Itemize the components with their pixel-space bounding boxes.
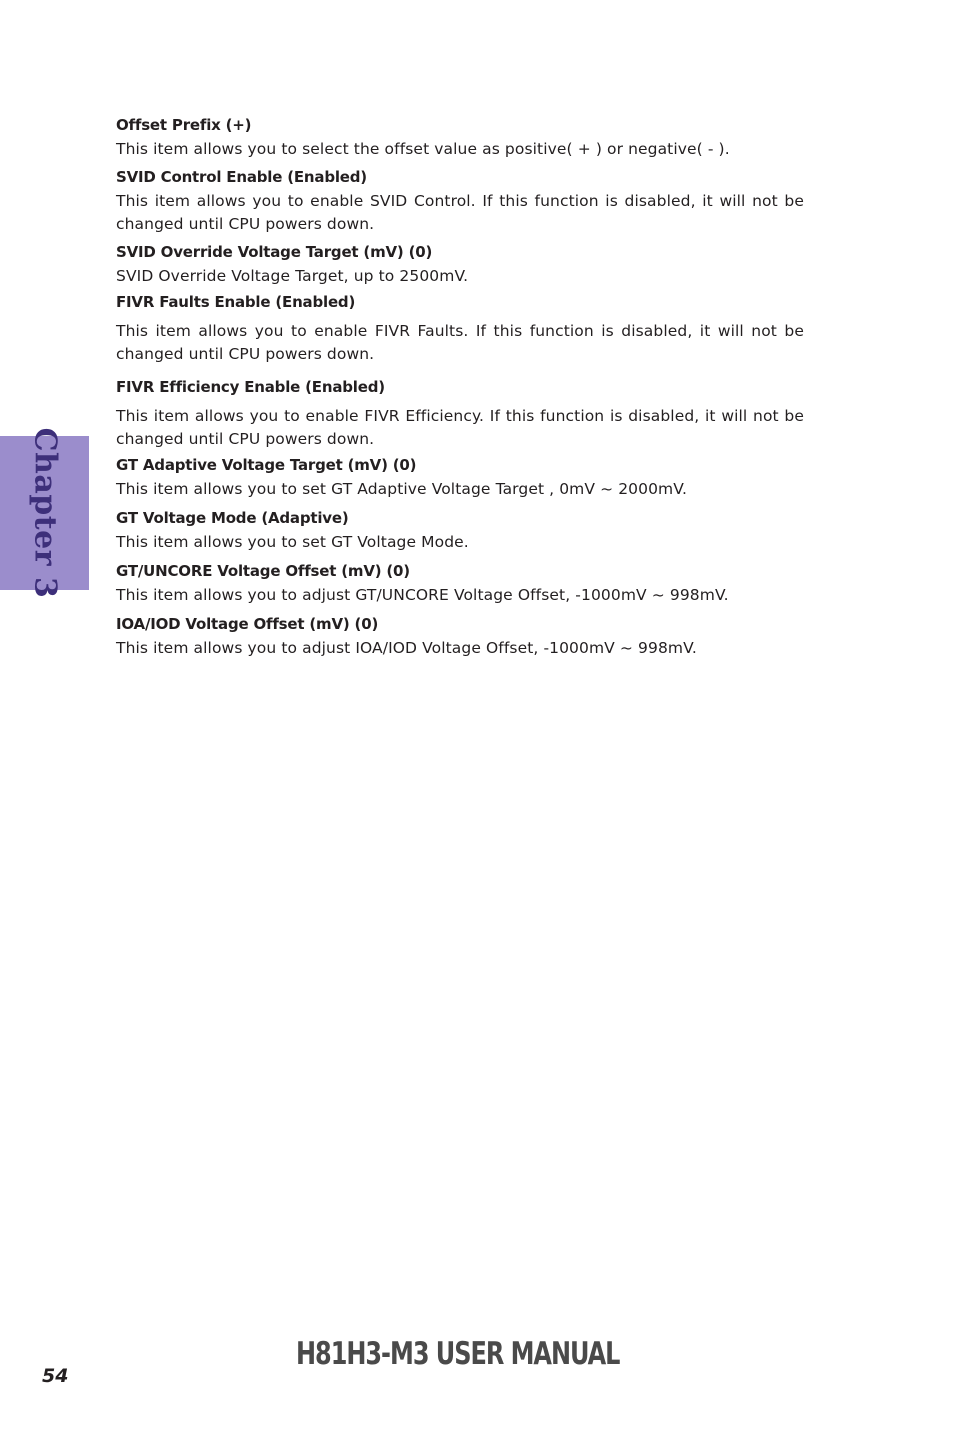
page-number: 54: [42, 1365, 69, 1387]
item-fivr-faults-enable: [116, 291, 804, 366]
item-ioa-iod-voltage-offset: [116, 613, 804, 660]
item-svid-override-voltage-target: [116, 241, 804, 288]
item-fivr-efficiency-enable: [116, 376, 804, 451]
item-title: FIVR Faults Enable (Enabled): [116, 293, 356, 311]
item-title: SVID Override Voltage Target (mV) (0): [116, 243, 433, 261]
item-description: This item allows you to adjust GT/UNCORE Voltage Offset, -1000mV ~ 998mV.: [116, 586, 729, 604]
item-title: GT/UNCORE Voltage Offset (mV) (0): [116, 562, 410, 580]
item-description: SVID Override Voltage Target, up to 2500mV.: [116, 267, 469, 285]
item-description: This item allows you to enable FIVR Faults. If this function is disabled, it will not be changed until CPU powers down.: [116, 322, 804, 363]
item-title: GT Adaptive Voltage Target (mV) (0): [116, 456, 417, 474]
item-description: This item allows you to adjust IOA/IOD Voltage Offset, -1000mV ~ 998mV.: [116, 639, 697, 657]
item-description: This item allows you to set GT Adaptive Voltage Target , 0mV ~ 2000mV.: [116, 480, 687, 498]
manual-title: H81H3-M3 USER MANUAL: [296, 1336, 620, 1372]
item-title: IOA/IOD Voltage Offset (mV) (0): [116, 615, 379, 633]
item-description: This item allows you to enable FIVR Efficiency. If this function is disabled, it will not be changed until CPU powers down.: [116, 407, 804, 448]
item-offset-prefix: [116, 114, 804, 161]
item-gt-uncore-voltage-offset: [116, 560, 804, 607]
item-gt-voltage-mode: [116, 507, 804, 554]
chapter-tab: [0, 427, 89, 599]
item-description: This item allows you to select the offset value as positive( + ) or negative( - ).: [116, 140, 730, 158]
settings-content: [116, 114, 804, 660]
item-gt-adaptive-voltage-target: [116, 454, 804, 501]
item-svid-control-enable: [116, 166, 804, 236]
item-title: GT Voltage Mode (Adaptive): [116, 509, 349, 527]
item-description: This item allows you to enable SVID Control. If this function is disabled, it will not be changed until CPU powers down.: [116, 192, 804, 233]
item-title: FIVR Efficiency Enable (Enabled): [116, 378, 385, 396]
item-title: Offset Prefix (+): [116, 116, 252, 134]
item-description: This item allows you to set GT Voltage Mode.: [116, 533, 469, 551]
chapter-label: Chapter 3: [27, 427, 62, 599]
item-title: SVID Control Enable (Enabled): [116, 168, 367, 186]
